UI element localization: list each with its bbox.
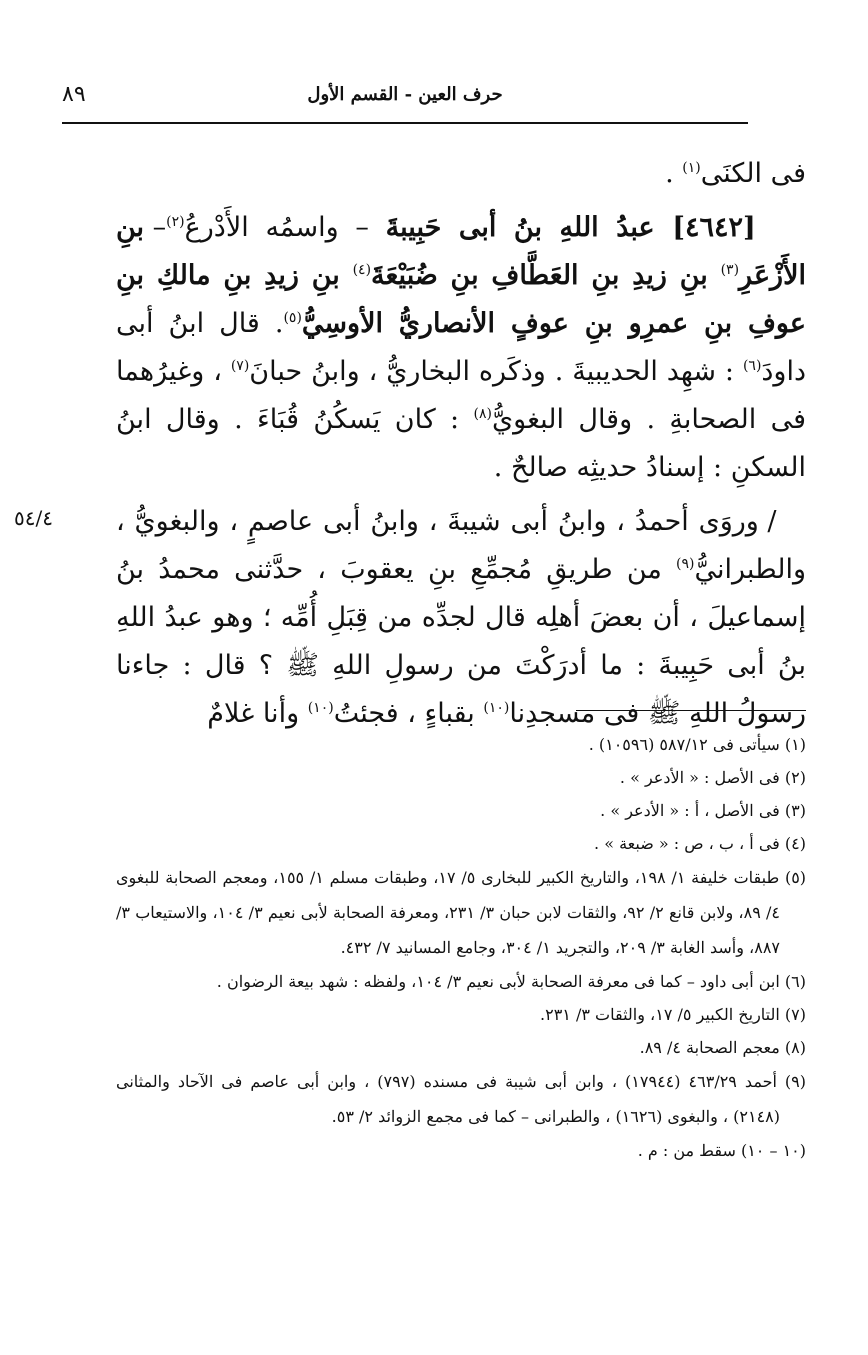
footnote-ref: (٥) — [283, 310, 302, 326]
page-number: ٨٩ — [62, 82, 86, 107]
footnote-ref: (١) — [682, 160, 701, 176]
entry-heading: [٤٦٤٢] عبدُ اللهِ بنُ أبى حَبِيبةَ — [385, 212, 756, 243]
page-header — [62, 82, 748, 124]
footnotes — [116, 728, 806, 1167]
footnote-ref: (٨) — [473, 406, 492, 422]
footnote-5: (٥) طبقات خليفة ١/ ١٩٨، والتاريخ الكبير للبخارى ٥/ ١٧، وطبقات مسلم ١/ ١٥٥، ومعجم الصحابة للبغوى ٤/ ٨٩، ولابن قانع ٢/ ٩٢، والثقات لابن حبان ٣/ ٢٣١، ومعرفة الصحابة لأبى نعيم ٣/ ١٠٤، والاستيعاب ٣/ ٨٨٧، وأسد الغابة ٣/ ٢٠٩، والتجريد ١/ ٣٠٤، وجامع المسانيد ٧/ ٤٣٢. — [116, 868, 807, 957]
paragraph-continuation: فى الكنَى$^{(١)}$ . — [665, 158, 806, 189]
running-title: حرف العين - القسم الأول — [307, 84, 503, 105]
footnote-separator — [576, 710, 806, 711]
footnote-4: (٤) فى أ ، ب ، ص : « ضبعة » . — [594, 834, 806, 853]
footnote-2: (٢) فى الأصل : « الأدعر » . — [619, 768, 806, 787]
footnote-ref: (٩) — [676, 556, 695, 572]
footnote-ref: (٦) — [742, 358, 762, 374]
footnote-ref: (١٠) — [483, 700, 510, 716]
footnote-ref: (٤) — [352, 262, 372, 278]
footnote-3: (٣) فى الأصل ، أ : « الأدعر » . — [600, 801, 806, 820]
main-text — [116, 150, 806, 738]
footnote-8: (٨) معجم الصحابة ٤/ ٨٩. — [639, 1038, 806, 1057]
footnote-10: (١٠ – ١٠) سقط من : م . — [637, 1141, 806, 1160]
footnote-ref: (١٠) — [307, 700, 334, 716]
narration-paragraph: / وروَى أحمدُ ، وابنُ أبى شيبةَ ، وابنُ أبى عاصمٍ ، والبغويُّ ، والطبرانيُّ$^{(٩)}$ من طريقِ مُجمِّعِ بنِ يعقوبَ ، حدَّثنى محمدُ بنُ إسماعيلَ ، أن بعضَ أهلِه قال لجدِّه من قِبَلِ أُمِّه ؛ وهو عبدُ اللهِ بنُ أبى حَبِيبةَ : ما أدرَكْتَ من رسولِ اللهِ ﷺ ؟ قال : جاءنا رسولُ اللهِ ﷺ فى مسجدِنا$^{(١٠)}$ بقباءٍ ، فجئتُ$^{(١٠)}$ وأنا غلامٌ — [116, 506, 806, 729]
footnote-9: (٩) أحمد ٤٦٣/٢٩ (١٧٩٤٤) ، وابن أبى شيبة فى مسنده (٧٩٧) ، وابن أبى عاصم فى الآحاد والمثانى (٢١٤٨) ، والبغوى (١٦٢٦) ، والطبرانى – كما فى مجمع الزوائد ٢/ ٥٣. — [116, 1072, 807, 1126]
footnote-6: (٦) ابن أبى داود – كما فى معرفة الصحابة لأبى نعيم ٣/ ١٠٤، ولفظه : شهد بيعة الرضوان . — [216, 972, 806, 991]
footnote-7: (٧) التاريخ الكبير ٥/ ١٧، والثقات ٣/ ٢٣١. — [540, 1005, 806, 1024]
footnote-ref: (٣) — [720, 262, 740, 278]
footnote-ref: (٧) — [230, 358, 250, 374]
margin-volume-page-note: ٥٤/٤ — [14, 506, 53, 530]
footnote-1: (١) سيأتى فى ٥٨٧/١٢ (١٠٥٩٦) . — [588, 735, 806, 754]
footnote-ref: (٢) — [166, 214, 185, 230]
entry-paragraph: [٤٦٤٢] عبدُ اللهِ بنُ أبى حَبِيبةَ – واسمُه الأَدْرعُ$^{(٢)}$– بنِ الأَزْعَرِ$^{(٣)}$ بنِ زيدِ بنِ العَطَّافِ بنِ ضُبَيْعَةَ$^{(٤)}$ بنِ زيدِ بنِ مالكِ بنِ عوفِ بنِ عمرِو بنِ عوفٍ الأنصاريُّ الأوسِيُّ$^{(٥)}$. قال ابنُ أبى داودَ$^{(٦)}$ : شهِد الحديبيةَ . وذكَره البخاريُّ ، وابنُ حبانَ$^{(٧)}$ ، وغيرُهما فى الصحابةِ . وقال البغويُّ$^{(٨)}$ : كان يَسكُنُ قُبَاءَ . وقال ابنُ السكنِ : إسنادُ حديثِه صالحٌ . — [116, 212, 806, 483]
